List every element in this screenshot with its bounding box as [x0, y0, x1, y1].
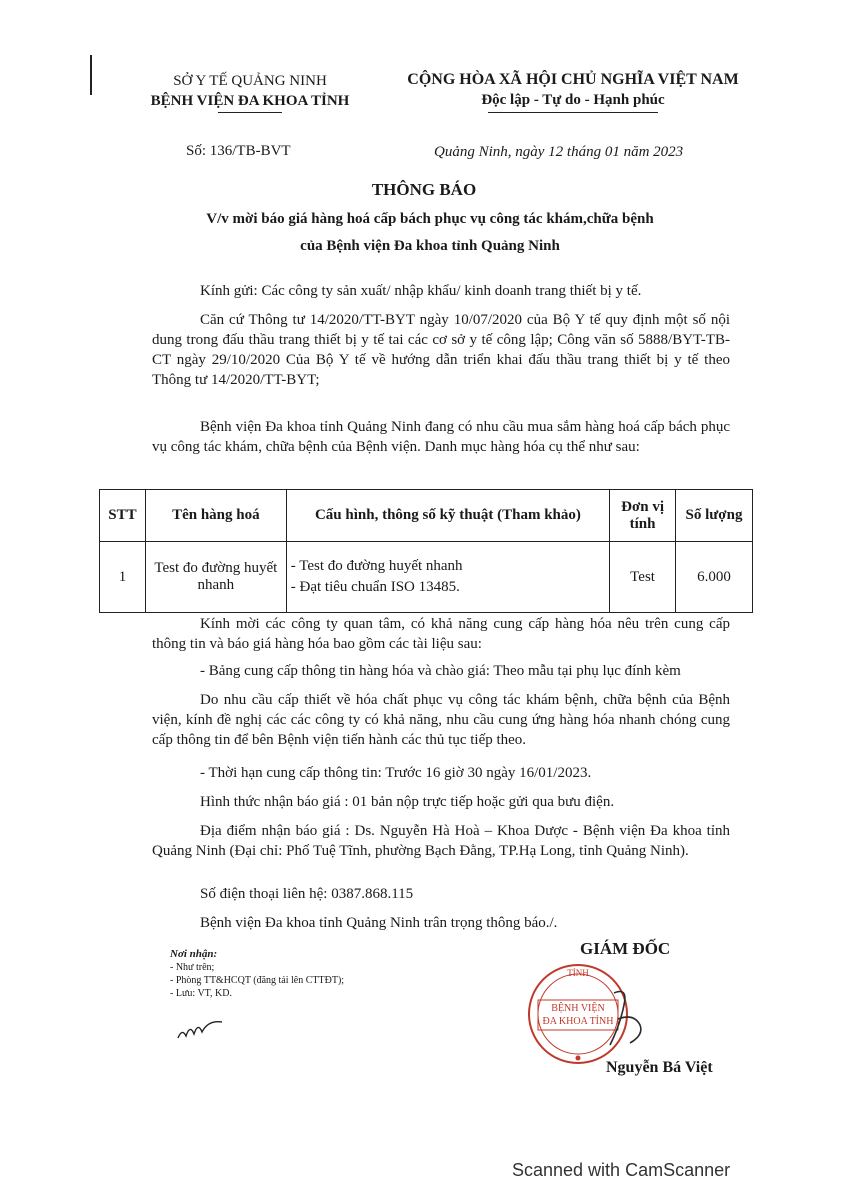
greeting: Kính gửi: Các công ty sản xuất/ nhập khẩu/ kinh doanh trang thiết bị y tế. [200, 283, 642, 299]
cell-unit: Test [610, 542, 676, 613]
receive-method: Hình thức nhận báo giá : 01 bản nộp trực tiếp hoặc gửi qua bưu điện. [200, 794, 615, 810]
spec-line-2: - Đạt tiêu chuẩn ISO 13485. [290, 579, 460, 595]
scanner-watermark: Scanned with CamScanner [512, 1160, 731, 1180]
header-unit: Đơn vị tính [610, 490, 676, 542]
item-form: - Bảng cung cấp thông tin hàng hóa và chào giá: Theo mẫu tại phụ lục đính kèm [200, 663, 681, 679]
header-left [120, 72, 380, 113]
signer-role: GIÁM ĐỐC [580, 939, 671, 958]
header-name: Tên hàng hoá [145, 490, 286, 542]
cell-name: Test đo đường huyết nhanh [145, 542, 286, 613]
agency-name: SỞ Y TẾ QUẢNG NINH [173, 73, 327, 89]
handwritten-signature [600, 985, 660, 1055]
deadline: - Thời hạn cung cấp thông tin: Trước 16 giờ 30 ngày 16/01/2023. [200, 765, 592, 781]
receive-location: Địa điểm nhận báo giá : Ds. Nguyễn Hà Hoà – Khoa Dược - Bệnh viện Đa khoa tỉnh Quảng Ninh (Đại chỉ: Phố Tuệ Tĩnh, phường Bạch Đằng, TP.Hạ Long, tỉnh Quảng Ninh). [152, 823, 730, 859]
seal-text-line-2: ĐA KHOA TỈNH [542, 1016, 614, 1027]
document-number: Số: 136/TB-BVT [186, 143, 291, 159]
header-left-underline [218, 112, 282, 113]
seal-top-text: TỈNH [567, 968, 589, 978]
country-name: CỘNG HÒA XÃ HỘI CHỦ NGHĨA VIỆT NAM [407, 71, 739, 88]
national-motto: Độc lập - Tự do - Hạnh phúc [481, 92, 665, 108]
recipient-item: - Phòng TT&HCQT (đăng tải lên CTTĐT); [170, 975, 345, 986]
table-row [100, 542, 753, 613]
table-header-row [100, 490, 753, 542]
motto-underline [488, 112, 658, 113]
header-spec: Cấu hình, thông số kỹ thuật (Tham khảo) [286, 490, 609, 542]
paragraph-basis: Căn cứ Thông tư 14/2020/TT-BYT ngày 10/07/2020 của Bộ Y tế quy định một số nội dung trong đấu thầu trang thiết bị y tế tai các cơ sở y tế công lập; Công văn số 5888/BYT-TB-CT ngày 29/10/2020 Của Bộ Y tế về hướng dẫn triển khai đấu thầu trang thiết bị y tế theo Thông tư 14/2020/TT-BYT; [152, 312, 730, 388]
recipient-item: - Lưu: VT, KD. [170, 988, 232, 999]
signer-name: Nguyễn Bá Việt [606, 1059, 713, 1076]
paragraph-need: Bệnh viện Đa khoa tỉnh Quảng Ninh đang có nhu cầu mua sắm hàng hoá cấp bách phục vụ công tác khám, chữa bệnh của Bệnh viện. Danh mục hàng hóa cụ thể như sau: [152, 419, 730, 455]
contact-phone: Số điện thoại liên hệ: 0387.868.115 [200, 886, 414, 902]
initials-scribble [176, 1016, 226, 1042]
paragraph-invite: Kính mời các công ty quan tâm, có khả năng cung cấp hàng hóa nêu trên cung cấp thông tin và báo giá hàng hóa bao gồm các tài liệu sau: [152, 616, 730, 652]
cell-stt: 1 [100, 542, 146, 613]
header-right [378, 70, 768, 113]
paragraph-urgent: Do nhu cầu cấp thiết về hóa chất phục vụ công tác khám bệnh, chữa bệnh của Bệnh viện, kính đề nghị các các công ty có khả năng, nhu cầu cung ứng hàng hóa nhanh chóng cung cấp thông tin để bên Bệnh viện tiến hành các thủ tục tiếp theo. [152, 692, 730, 748]
recipients-block [170, 948, 344, 1000]
closing-line: Bệnh viện Đa khoa tỉnh Quảng Ninh trân trọng thông báo./. [200, 915, 558, 931]
recipients-title: Nơi nhận: [170, 948, 218, 960]
subject-line-1: V/v mời báo giá hàng hoá cấp bách phục vụ công tác khám,chữa bệnh [206, 211, 654, 227]
hospital-name: BỆNH VIỆN ĐA KHOA TỈNH [150, 93, 350, 109]
spec-line-1: - Test đo đường huyết nhanh [290, 558, 463, 574]
header-stt: STT [100, 490, 146, 542]
seal-text-line-1: BỆNH VIỆN [551, 1003, 605, 1014]
subject-line-2: của Bệnh viện Đa khoa tỉnh Quảng Ninh [300, 238, 560, 254]
goods-table [99, 489, 753, 613]
recipient-item: - Như trên; [170, 962, 215, 973]
cell-qty: 6.000 [676, 542, 753, 613]
place-date: Quảng Ninh, ngày 12 tháng 01 năm 2023 [434, 144, 684, 160]
document-title: THÔNG BÁO [371, 180, 477, 199]
cell-spec [286, 542, 609, 613]
header-qty: Số lượng [676, 490, 753, 542]
margin-mark [90, 55, 92, 95]
